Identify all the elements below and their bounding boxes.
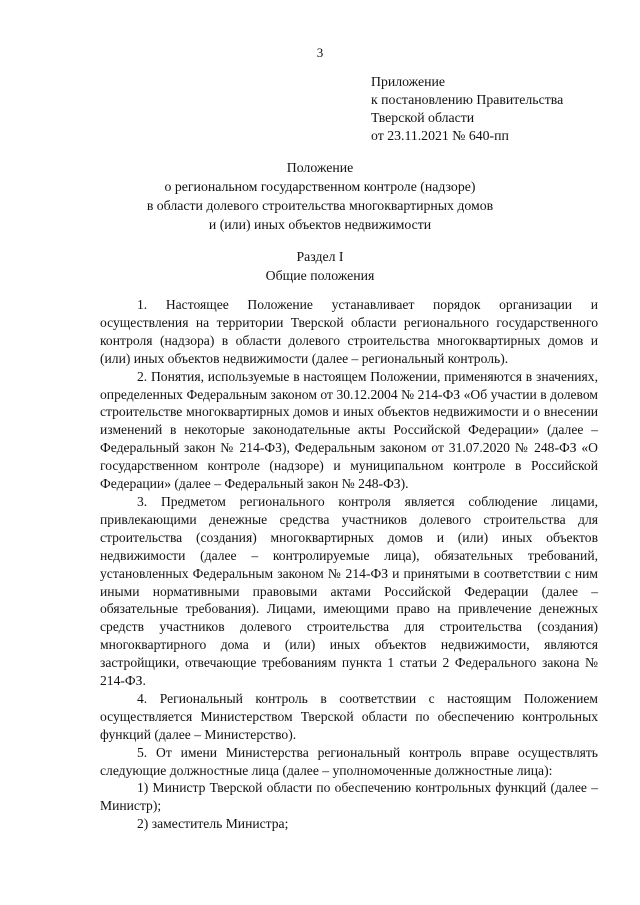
title-line: и (или) иных объектов недвижимости [208,217,432,232]
appendix-date-line: от 23.11.2021 № 640-пп [371,128,509,143]
list-item: 1) Министр Тверской области по обеспечению контрольных функций (далее – Министр); [100,780,598,814]
paragraph: 5. От имени Министерства региональный контроль вправе осуществлять следующие должностные лица (далее – уполномоченные должностные лица): [100,744,598,778]
paragraph: 3. Предметом регионального контроля является соблюдение лицами, привлекающими денежные средства участников долевого строительства для строительства (создания) многоквартирных домов и (или) иных объектов недвижимости (далее – контролируемые лица), обязательных требований, установленных Федеральным законом № 214-ФЗ и принятыми в соответствии с ним иными нормативными правовыми актами Российской Федерации (далее – обязательные требования). Лицами, имеющими право на привлечение денежных средств участников долевого строительства для строительства (создания) многоквартирного дома и (или) иных объектов недвижимости, являются застройщики, отвечающие требованиям пункта 1 статьи 2 Федерального закона № 214-ФЗ. [100,493,598,689]
section-heading [0,247,640,285]
title-line: о региональном государственном контроле (надзоре) [164,179,476,194]
title-line: Положение [286,160,354,175]
paragraph: 4. Региональный контроль в соответствии с настоящим Положением осуществляется Министерством Тверской области по обеспечению контрольных функций (далее – Министерство). [100,690,598,742]
appendix-line: Приложение [371,74,446,89]
title-line: в области долевого строительства многоквартирных домов [146,198,494,213]
list-item: 2) заместитель Министра; [137,816,289,832]
appendix-line: Тверской области [371,110,475,125]
page-number: 3 [316,45,324,60]
document-title [0,158,640,234]
appendix-line: к постановлению Правительства [371,92,564,107]
document-body [100,296,598,833]
appendix-heading [371,73,563,145]
paragraph: 2. Понятия, используемые в настоящем Положении, применяются в значениях, определенных Федеральным законом от 30.12.2004 № 214-ФЗ «Об участии в долевом строительстве многоквартирных домов и иных объектов недвижимости и о внесении изменений в некоторые законодательные акты Российской Федерации» (далее – Федеральный закон № 214-ФЗ), Федеральным законом от 31.07.2020 № 248-ФЗ «О государственном контроле (надзоре) и муниципальном контроле в Российской Федерации» (далее – Федеральный закон № 248-ФЗ). [100,368,598,492]
section-name: Общие положения [265,268,375,283]
paragraph: 1. Настоящее Положение устанавливает порядок организации и осуществления на территории Тверской области регионального государственного контроля (надзора) в области долевого строительства многоквартирных домов и (или) иных объектов недвижимости (далее – региональный контроль). [100,297,598,366]
section-number: Раздел I [296,249,344,264]
